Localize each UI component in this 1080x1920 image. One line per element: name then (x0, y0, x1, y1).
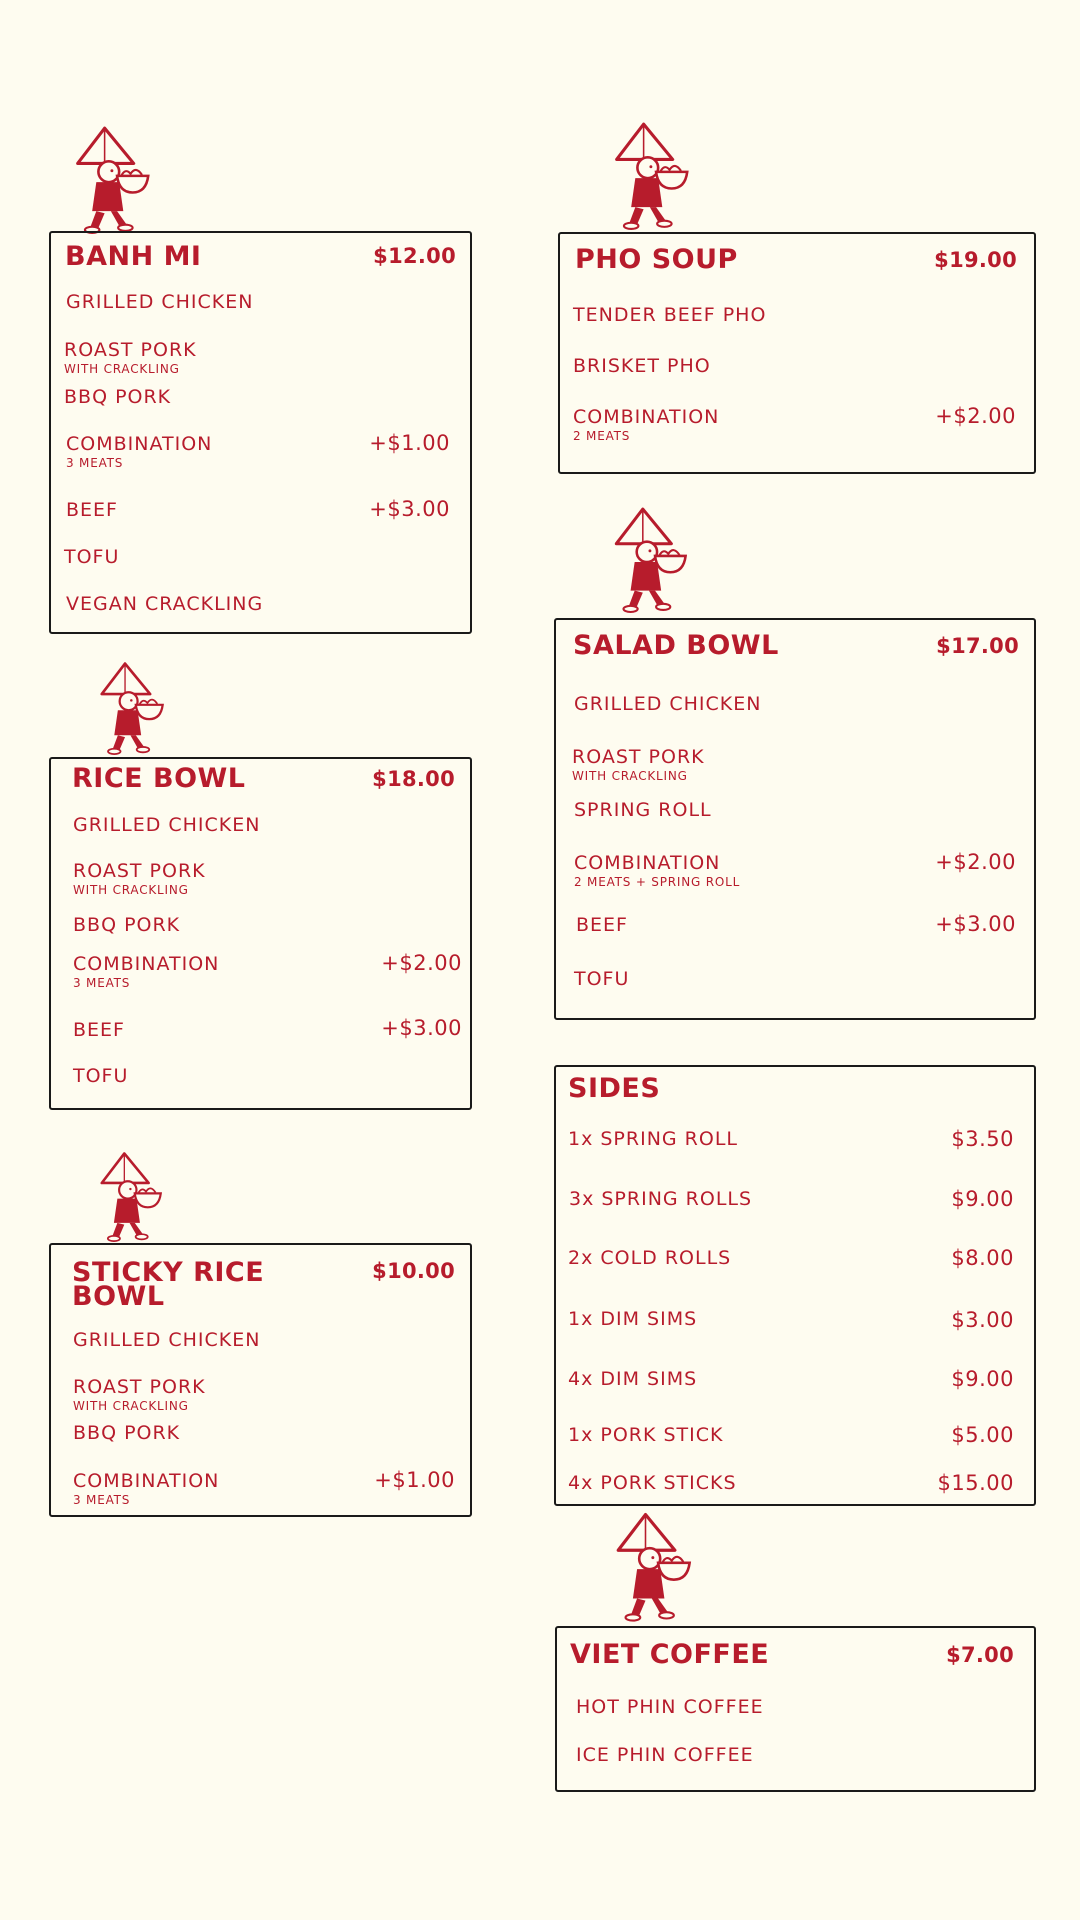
mascot-rice-bowl-icon (98, 660, 170, 755)
mascot-banh-mi-icon (72, 124, 158, 234)
menu-item: BBQ PORK (73, 914, 181, 936)
menu-item: COMBINATION 3 MEATS (73, 953, 220, 990)
menu-item-price: +$2.00 (381, 951, 462, 975)
menu-item: BEEF (576, 914, 628, 936)
mascot-coffee-icon (614, 1510, 698, 1622)
salad-bowl-title: SALAD BOWL (573, 630, 779, 661)
sticky-rice-bowl-title (72, 1258, 264, 1312)
menu-item: BRISKET PHO (573, 355, 711, 377)
rice-bowl-title: RICE BOWL (72, 763, 246, 794)
menu-item: HOT PHIN COFFEE (576, 1696, 764, 1718)
menu-item: COMBINATION 2 MEATS + SPRING ROLL (574, 852, 741, 889)
menu-item-price: $3.00 (951, 1308, 1014, 1332)
viet-coffee-title: VIET COFFEE (570, 1639, 770, 1670)
menu-item: BEEF (73, 1019, 125, 1041)
menu-item: ICE PHIN COFFEE (576, 1744, 754, 1766)
menu-item: SPRING ROLL (574, 799, 712, 821)
menu-item-price: +$2.00 (935, 850, 1016, 874)
banh-mi-price: $12.00 (373, 244, 456, 268)
menu-item: COMBINATION 3 MEATS (66, 433, 213, 470)
menu-item: TOFU (574, 968, 630, 990)
rice-bowl-price: $18.00 (372, 767, 455, 791)
menu-item: 1x PORK STICK (568, 1424, 724, 1446)
sides-title: SIDES (568, 1073, 661, 1104)
viet-coffee-price: $7.00 (946, 1643, 1014, 1667)
menu-item-price: $8.00 (951, 1246, 1014, 1270)
menu-item-price: +$1.00 (369, 431, 450, 455)
banh-mi-title: BANH MI (65, 241, 202, 272)
mascot-pho-icon (612, 120, 696, 230)
sticky-rice-bowl-price: $10.00 (372, 1259, 455, 1283)
menu-item: BBQ PORK (73, 1422, 181, 1444)
menu-item: TENDER BEEF PHO (573, 304, 767, 326)
menu-item-price: $15.00 (937, 1471, 1014, 1495)
sticky-rice-bowl-card (49, 1243, 472, 1517)
menu-item-price: +$1.00 (374, 1468, 455, 1492)
menu-item: COMBINATION 3 MEATS (73, 1470, 220, 1507)
menu-item: 1x SPRING ROLL (568, 1128, 738, 1150)
menu-item: GRILLED CHICKEN (73, 814, 261, 836)
banh-mi-card (49, 231, 472, 634)
menu-item-price: +$2.00 (935, 404, 1016, 428)
menu-item: TOFU (73, 1065, 129, 1087)
menu-item: 3x SPRING ROLLS (569, 1188, 753, 1210)
sides-card (554, 1065, 1036, 1506)
mascot-salad-icon (612, 505, 694, 613)
sticky-rice-title-line-2: BOWL (72, 1281, 165, 1312)
menu-item: ROAST PORK WITH CRACKLING (73, 1376, 206, 1413)
menu-item-price: $3.50 (951, 1127, 1014, 1151)
menu-item: TOFU (64, 546, 120, 568)
menu-item: BEEF (66, 499, 118, 521)
menu-item: 4x DIM SIMS (568, 1368, 698, 1390)
menu-item: ROAST PORK WITH CRACKLING (572, 746, 705, 783)
menu-item: ROAST PORK WITH CRACKLING (64, 339, 197, 376)
menu-item-price: +$3.00 (935, 912, 1016, 936)
menu-item: 2x COLD ROLLS (568, 1247, 732, 1269)
menu-item: GRILLED CHICKEN (73, 1329, 261, 1351)
menu-item-price: +$3.00 (381, 1016, 462, 1040)
sticky-rice-title-line-1: STICKY RICE (72, 1257, 265, 1288)
menu-item: COMBINATION 2 MEATS (573, 406, 720, 443)
menu-item-price: +$3.00 (369, 497, 450, 521)
menu-item-price: $9.00 (951, 1367, 1014, 1391)
mascot-sticky-rice-icon (98, 1150, 168, 1242)
menu-item-price: $9.00 (951, 1187, 1014, 1211)
pho-soup-price: $19.00 (934, 248, 1017, 272)
menu-item: ROAST PORK WITH CRACKLING (73, 860, 206, 897)
salad-bowl-card (554, 618, 1036, 1020)
rice-bowl-card (49, 757, 472, 1110)
menu-item: 4x PORK STICKS (568, 1472, 737, 1494)
pho-soup-card (558, 232, 1036, 474)
menu-item-price: $5.00 (951, 1423, 1014, 1447)
menu-item: VEGAN CRACKLING (66, 593, 264, 615)
menu-item: 1x DIM SIMS (568, 1308, 698, 1330)
menu-item: GRILLED CHICKEN (574, 693, 762, 715)
menu-item: BBQ PORK (64, 386, 172, 408)
salad-bowl-price: $17.00 (936, 634, 1019, 658)
pho-soup-title: PHO SOUP (575, 244, 738, 275)
viet-coffee-card (555, 1626, 1036, 1792)
menu-item: GRILLED CHICKEN (66, 291, 254, 313)
